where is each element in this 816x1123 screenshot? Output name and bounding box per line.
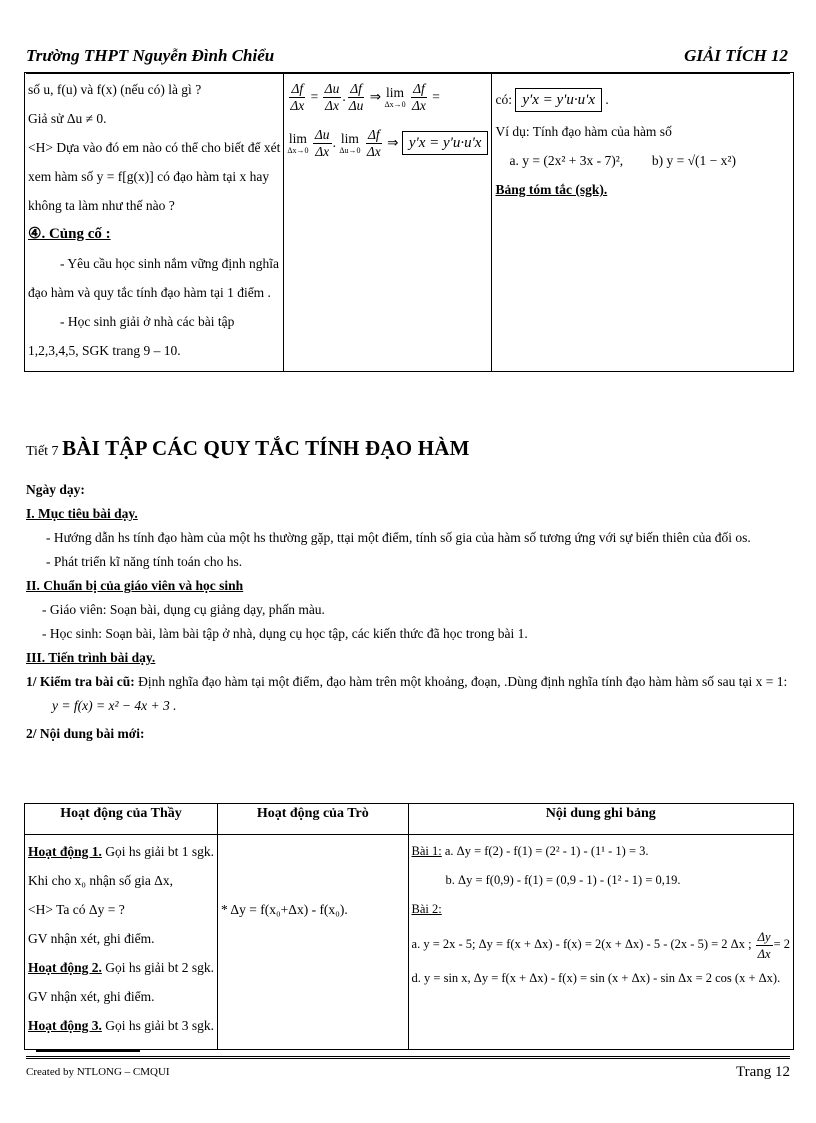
- text-line: 1,2,3,4,5, SGK trang 9 – 10.: [28, 343, 181, 358]
- text-line: đạo hàm và quy tắc tính đạo hàm tại 1 điểm .: [28, 285, 271, 300]
- lesson-number: Tiết 7: [26, 444, 59, 459]
- formula-chain-1: [287, 79, 488, 115]
- review-line: [26, 670, 790, 694]
- fraction: $\frac{\Delta y}{\Delta x}$: [757, 929, 771, 961]
- example-a: a. y = (2x² + 3x - 7)²,: [509, 153, 624, 168]
- fraction: $\frac{\Delta u}{\Delta x}$: [314, 127, 330, 160]
- objective-item: - Phát triển kĩ năng tính toán cho hs.: [46, 554, 243, 569]
- formula-chain-2: [287, 125, 488, 161]
- equals-sign: =: [310, 89, 319, 104]
- bai2-d: d. y = sin x, Δy = f(x + Δx) - f(x) = sin (x + Δx) - sin Δx = 2 cos (x + Δx).: [411, 971, 781, 985]
- review-formula: y = f(x) = x² − 4x + 3 .: [52, 698, 177, 713]
- text-line: - Yêu cầu học sinh nắm vững định nghĩa: [60, 256, 280, 271]
- activity-table: [24, 803, 794, 1050]
- example-line: [495, 146, 790, 175]
- dot: .: [332, 135, 336, 150]
- fraction: $\frac{\Delta f}{\Delta u}$: [348, 81, 364, 114]
- example-intro: Ví dụ: Tính đạo hàm của hàm số: [495, 124, 672, 139]
- limit: lim Δx→0: [384, 84, 406, 109]
- text-line: số u, f(u) và f(x) (nếu có) là gì ?: [28, 82, 202, 97]
- text-line: xem hàm số y = f[g(x)] có đạo hàm tại x hay: [28, 169, 270, 184]
- text-line: <H> Dựa vào đó em nào có thể cho biết để xét: [28, 140, 281, 155]
- review-label: 1/ Kiểm tra bài cũ:: [26, 674, 135, 689]
- limit: lim Δu→0: [339, 130, 361, 155]
- header-teacher: Hoạt động của Thầy: [25, 804, 218, 835]
- footer-short-rule: [36, 1050, 140, 1052]
- section-prep-title: II. Chuẩn bị của giáo viên và học sinh: [26, 578, 244, 593]
- header-content: Nội dung ghi bảng: [408, 804, 793, 835]
- page-header: [26, 44, 790, 72]
- text-line: - Học sinh giải ở nhà các bài tập: [60, 314, 235, 329]
- review-text: Định nghĩa đạo hàm tại một điểm, đạo hàm trên một khoảng, đoạn, .Dùng định nghĩa tính đạo hàm hàm số sau tại x = 1:: [138, 674, 788, 689]
- top-col-teacher: [25, 73, 284, 372]
- consolidation-heading: ④. Củng cố :: [28, 226, 111, 242]
- top-table: [24, 72, 794, 372]
- text-line: <H> Ta có Δy = ?: [28, 902, 125, 917]
- fraction: $\frac{\Delta u}{\Delta x}$: [324, 81, 340, 114]
- section-objectives-title: I. Mục tiêu bài dạy.: [26, 506, 138, 521]
- content-column: [408, 835, 793, 1050]
- new-content-label: 2/ Nội dung bài mới:: [26, 726, 145, 741]
- page-number: Trang 12: [735, 1064, 790, 1080]
- implies-sign: ⇒: [369, 89, 382, 104]
- co-label: có:: [495, 92, 512, 107]
- equals-sign: =: [432, 89, 440, 104]
- activity-2: Hoạt động 2. Gọi hs giải bt 2 sgk.: [28, 960, 215, 975]
- student-column: [218, 835, 409, 1050]
- fraction: $\frac{\Delta f}{\Delta x}$: [290, 81, 305, 114]
- chain-rule-box: y'x = y'u·u'x: [402, 131, 489, 155]
- objective-item: - Hướng dẫn hs tính đạo hàm của một hs thường gặp, ttại một điểm, tính số gia của hàm số tương ứng với sự biến thiên của đối os.: [46, 530, 751, 545]
- chain-rule-box: y'x = y'u·u'x: [515, 88, 602, 112]
- lesson-body: [26, 478, 790, 746]
- bai1-b: b. Δy = f(0,9) - f(1) = (0,9 - 1) - (1² - 1) = 0,19.: [445, 873, 681, 887]
- limit: lim Δx→0: [287, 130, 309, 155]
- bai2-a: a. y = 2x - 5; Δy = f(x + Δx) - f(x) = 2(x + Δx) - 5 - (2x - 5) = 2 Δx ; $\frac{\Delta y}{\Delta x}$ = 2: [411, 929, 790, 961]
- text-line: Giả sử Δu ≠ 0.: [28, 111, 107, 126]
- activity-1: Hoạt động 1. Gọi hs giải bt 1 sgk.: [28, 844, 215, 859]
- text-line: không ta làm như thế nào ?: [28, 198, 175, 213]
- bai1-a: Bài 1: a. Δy = f(2) - f(1) = (2² - 1) - (1¹ - 1) = 3.: [411, 844, 649, 858]
- student-answer: * Δy = f(x₀+Δx) - f(x₀).: [221, 902, 348, 917]
- text-line: GV nhận xét, ghi điểm.: [28, 989, 155, 1004]
- footer-credit: Created by NTLONG – CMQUI: [26, 1066, 170, 1078]
- lesson-heading: BÀI TẬP CÁC QUY TẮC TÍNH ĐẠO HÀM: [62, 436, 470, 460]
- chain-rule-line: có: y'x = y'u·u'x .: [495, 83, 790, 117]
- school-name: Trường THPT Nguyễn Đình Chiểu: [26, 46, 275, 65]
- text-line: GV nhận xét, ghi điểm.: [28, 931, 155, 946]
- footer-rule: [26, 1056, 790, 1059]
- top-col-content: [492, 73, 794, 372]
- date-label: Ngày dạy:: [26, 482, 85, 497]
- bai2-label: Bài 2:: [411, 902, 442, 916]
- fraction: $\frac{\Delta f}{\Delta x}$: [366, 127, 381, 160]
- fraction: $\frac{\Delta f}{\Delta x}$: [411, 81, 426, 114]
- prep-item: - Giáo viên: Soạn bài, dụng cụ giảng dạy, phấn màu.: [42, 602, 325, 617]
- lesson-title: [26, 436, 790, 461]
- section-process-title: III. Tiến trình bài dạy.: [26, 650, 156, 665]
- top-col-student: [284, 73, 492, 372]
- example-b: b) y = √(1 − x²): [651, 153, 736, 168]
- summary-note: Bảng tóm tắc (sgk).: [495, 182, 608, 197]
- subject-name: GIẢI TÍCH 12: [684, 46, 788, 65]
- activity-3: Hoạt động 3. Gọi hs giải bt 3 sgk.: [28, 1018, 215, 1033]
- prep-item: - Học sinh: Soạn bài, làm bài tập ở nhà, dụng cụ học tập, các kiến thức đã học trong bài 1.: [42, 626, 528, 641]
- header-student: Hoạt động của Trò: [218, 804, 409, 835]
- teacher-column: [25, 835, 218, 1050]
- implies-sign: ⇒: [387, 135, 399, 150]
- text-line: Khi cho x₀ nhận số gia Δx,: [28, 873, 173, 888]
- dot: .: [342, 89, 346, 104]
